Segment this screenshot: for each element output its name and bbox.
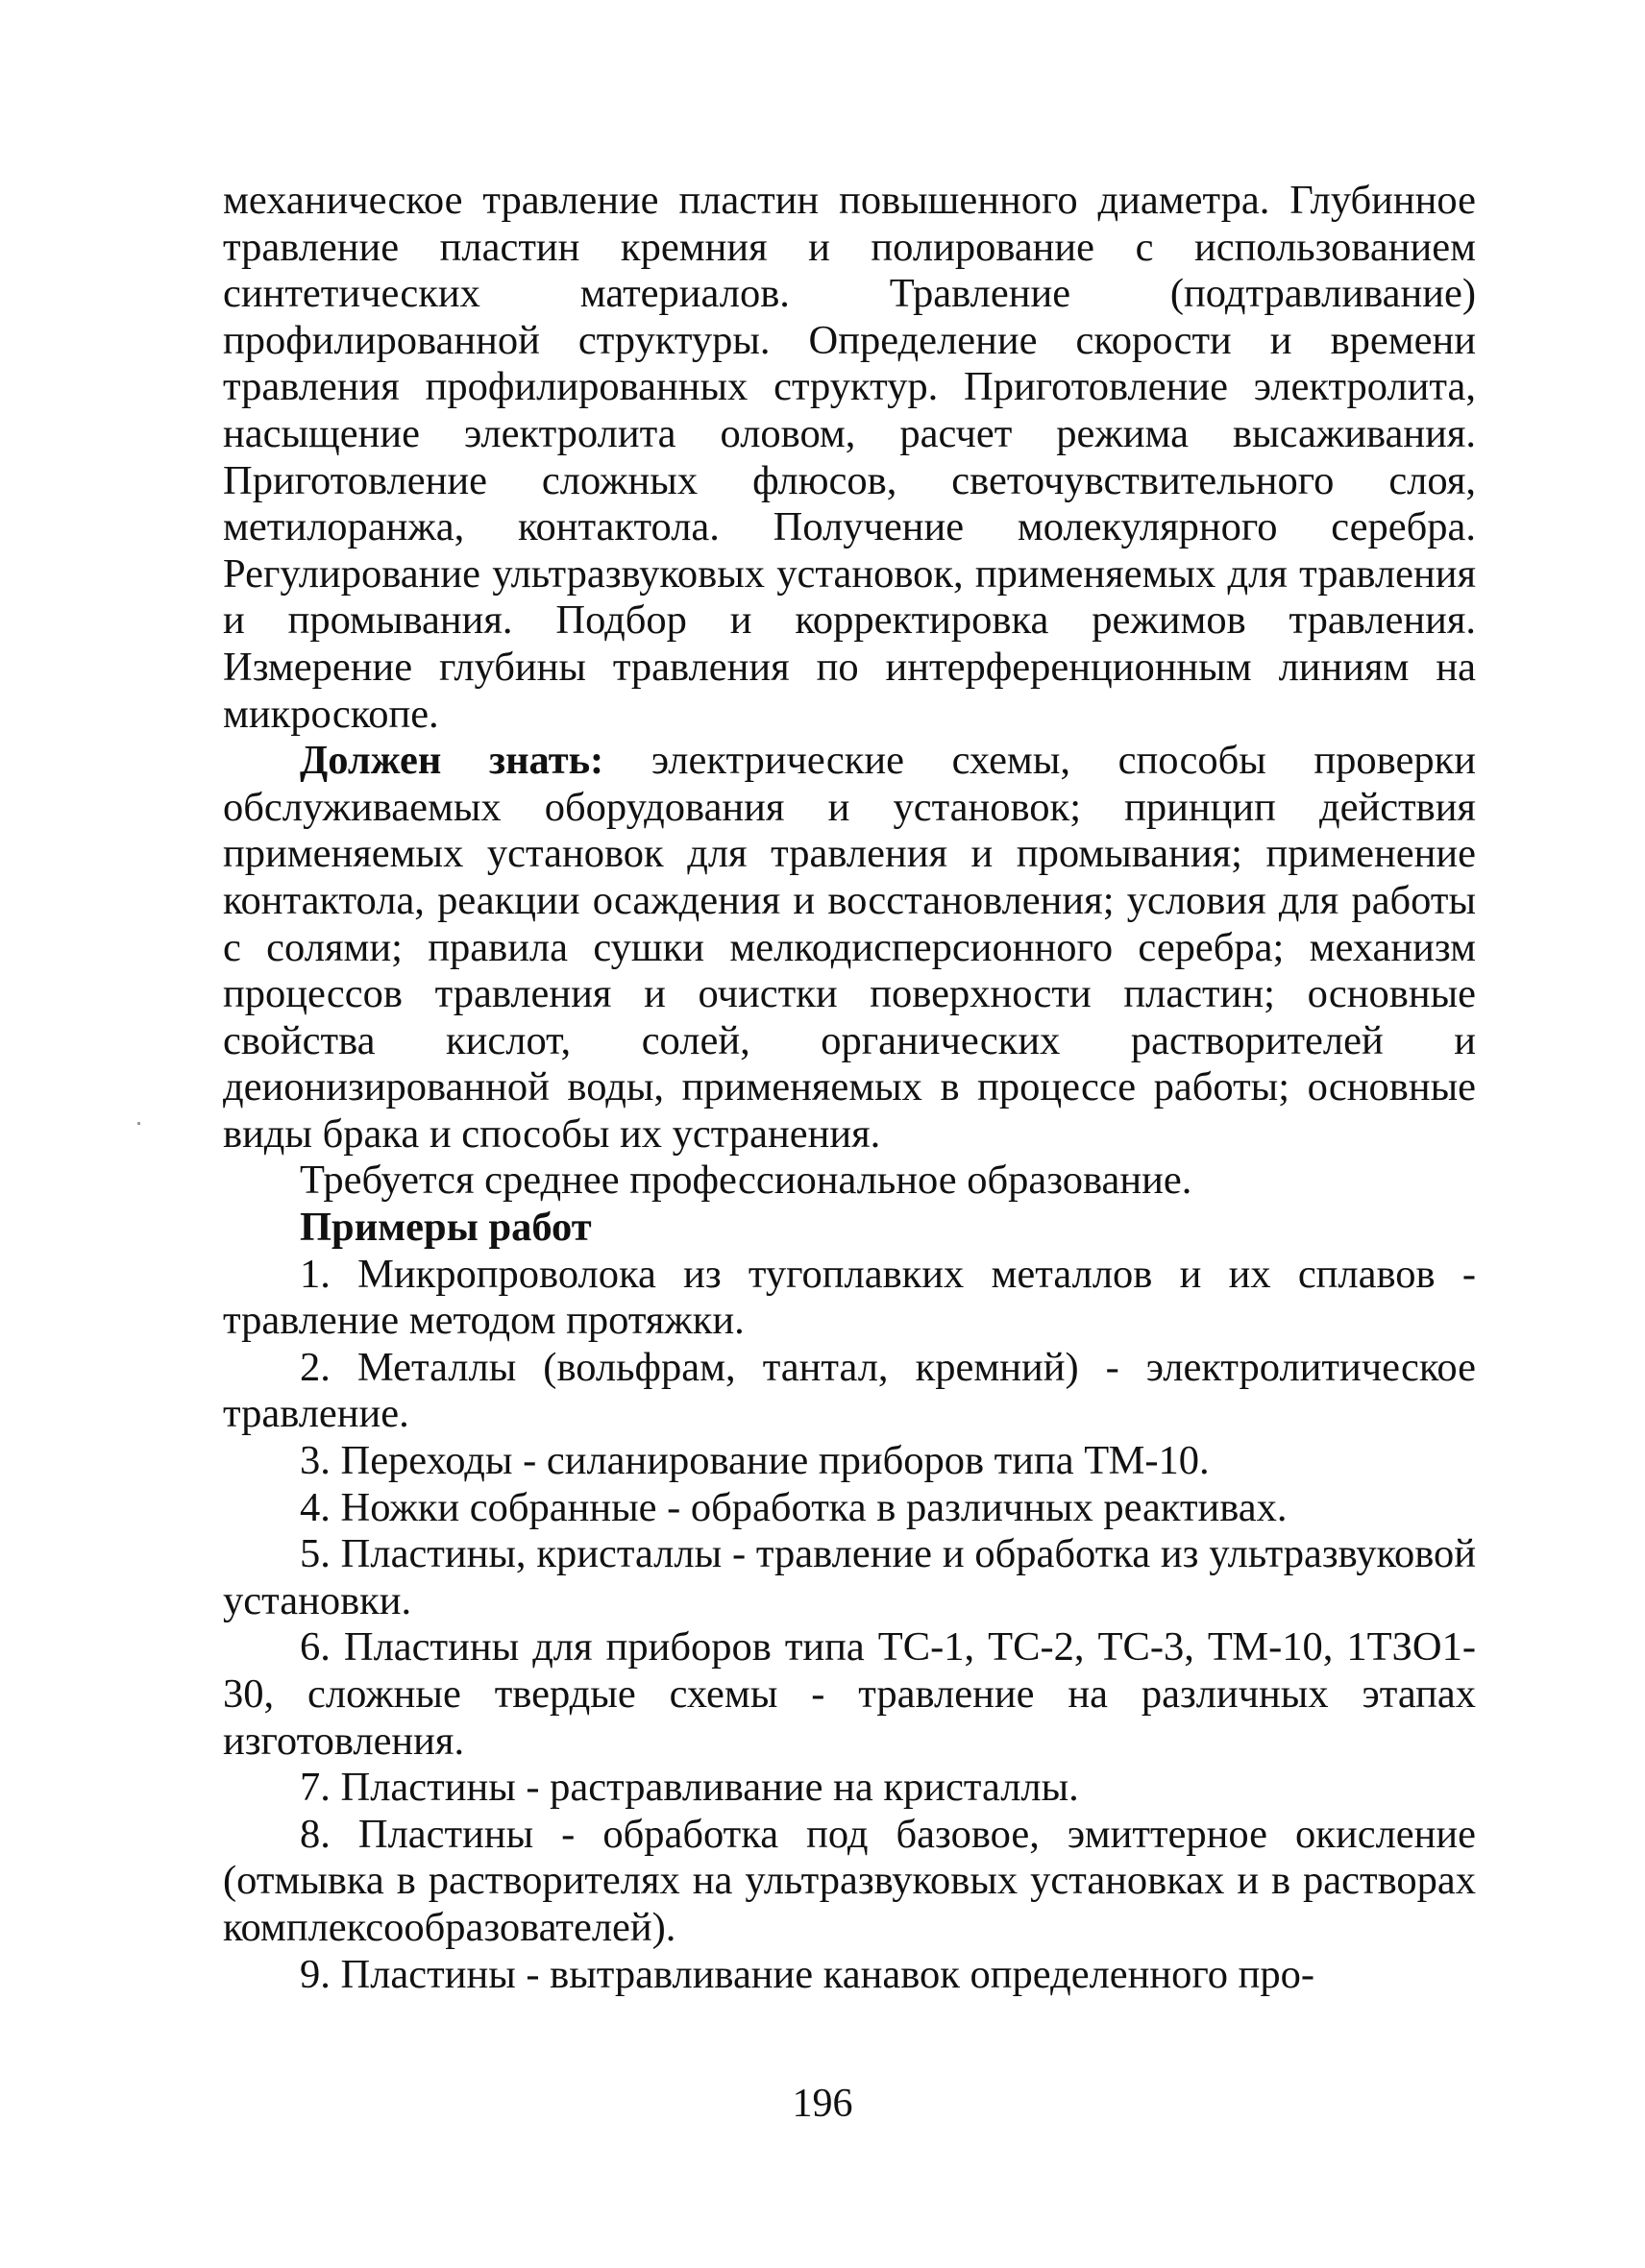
examples-heading: Примеры работ bbox=[300, 1205, 592, 1251]
example-item: 5. Пластины, кристаллы - травление и обработка из ультразвуковой установки. bbox=[223, 1531, 1476, 1623]
example-item: 4. Ножки собранные - обработка в различных реактивах. bbox=[300, 1484, 1288, 1530]
paragraph-education: Требуется среднее профессиональное образование. bbox=[300, 1158, 1192, 1204]
page-number: 196 bbox=[792, 2082, 853, 2126]
must-know-label: Должен знать: bbox=[300, 738, 604, 784]
example-item: 8. Пластины - обработка под базовое, эмиттерное окисление (отмывка в растворителях на ультразвуковых установках и в растворах комплексообразователей). bbox=[223, 1811, 1476, 1950]
paragraph-must-know bbox=[223, 738, 1476, 1158]
paragraph-etching-operations: механическое травление пластин повышенного диаметра. Глубинное травление пластин кремния и полирование с использованием синтетических материалов. Травление (подтравливание) профилированной структуры. Определение скорости и времени травления профилированных структур. Приготовление электролита, насыщение электролита оловом, расчет режима высаживания. Приготовление сложных флюсов, светочувствительного слоя, метилоранжа, контактола. Получение молекулярного серебра. Регулирование ультразвуковых установок, применяемых для травления и промывания. Подбор и корректировка режимов травления. Измерение глубины травления по интерференционным линиям на микроскопе. bbox=[223, 178, 1476, 737]
example-item: 1. Микропроволока из тугоплавких металлов и их сплавов - травление методом протяжки. bbox=[223, 1251, 1476, 1344]
example-item: 3. Переходы - силанирование приборов типа ТМ-10. bbox=[300, 1438, 1210, 1484]
example-item: 2. Металлы (вольфрам, тантал, кремний) - электролитическое травление. bbox=[223, 1344, 1476, 1437]
example-item: 6. Пластины для приборов типа ТС-1, ТС-2, ТС-3, ТМ-10, 1ТЗО1-30, сложные твердые схемы - травление на различных этапах изготовления. bbox=[223, 1624, 1476, 1764]
example-item: 9. Пластины - вытравливание канавок определенного про- bbox=[300, 1951, 1315, 1997]
body-text bbox=[223, 178, 1476, 1998]
must-know-text: электрические схемы, способы проверки обслуживаемых оборудования и установок; принцип действия применяемых установок для травления и промывания; применение контактола, реакции осаждения и восстановления; условия для работы с солями; правила сушки мелкодисперсионного серебра; механизм процессов травления и очистки поверхности пластин; основные свойства кислот, солей, органических растворителей и деионизированной воды, применяемых в процессе работы; основные виды брака и способы их устранения. bbox=[223, 738, 1476, 1157]
example-item: 7. Пластины - растравливание на кристаллы. bbox=[300, 1765, 1079, 1811]
scan-speck bbox=[137, 1122, 140, 1125]
